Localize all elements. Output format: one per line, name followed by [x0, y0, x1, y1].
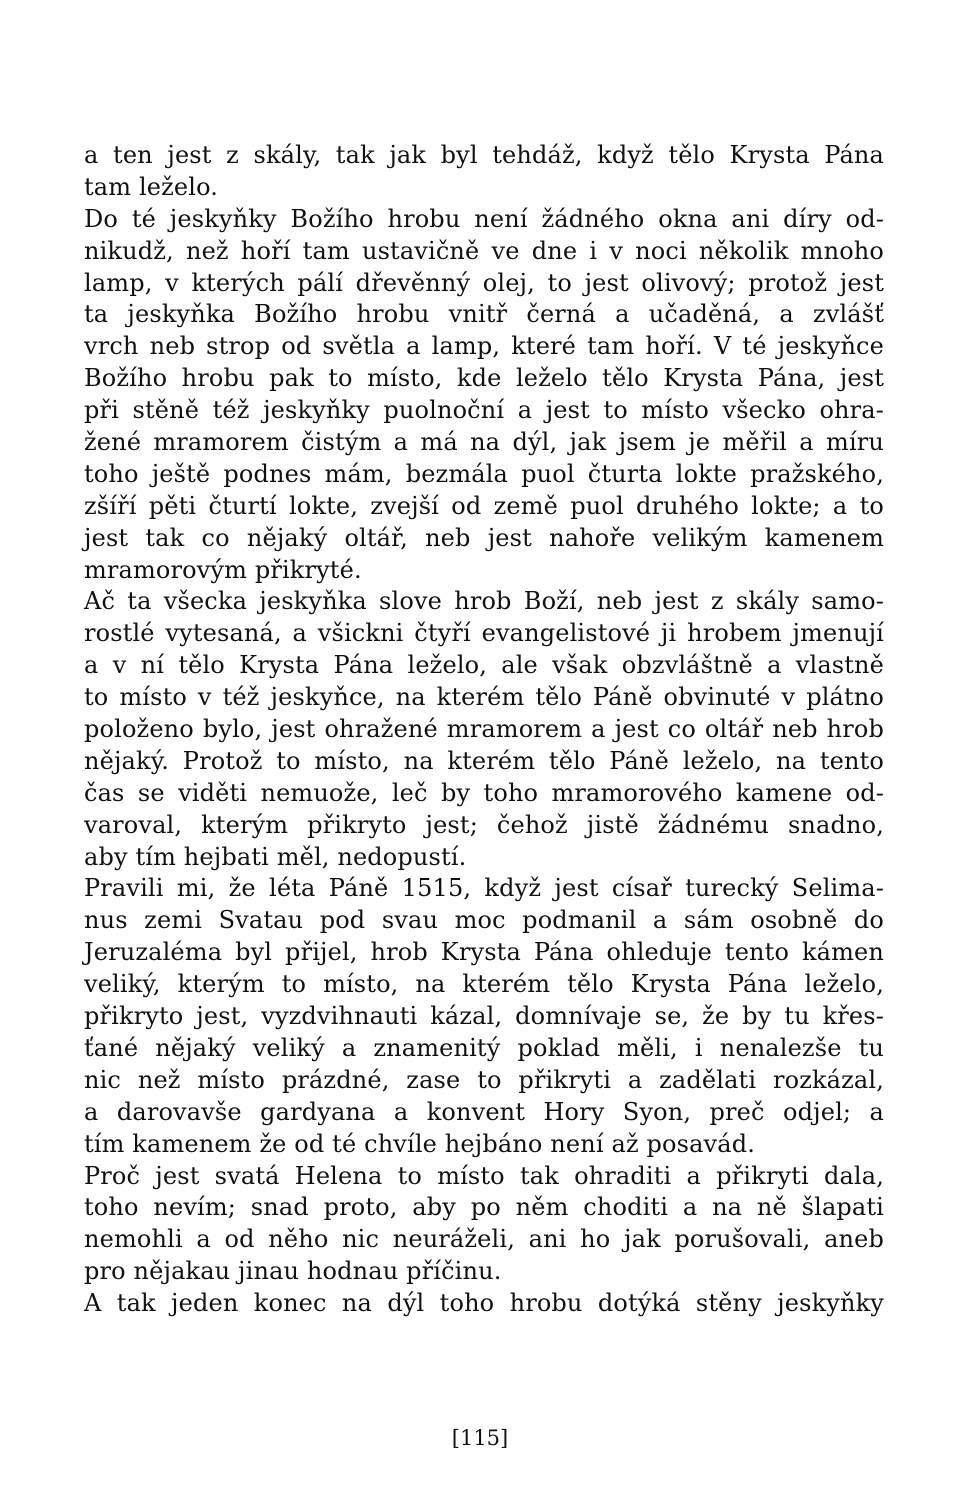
text-line: tam leželo. — [84, 172, 219, 201]
text-line: ta jeskyňka Božího hrobu vnitř černá a učaděná, a zvlášť — [84, 300, 884, 329]
text-line: nus zemi Svatau pod svau moc podmanil a sám osobně do — [84, 906, 884, 935]
text-line: Božího hrobu pak to místo, kde leželo tělo Krysta Pána, jest — [84, 364, 884, 393]
paragraph-3 — [84, 586, 884, 873]
text-line: varoval, kterým přikryto jest; čehož jistě žádnému snadno, — [84, 810, 884, 839]
text-line: tím kamenem že od té chvíle hejbáno není až posavád. — [84, 1129, 756, 1158]
text-line: nic než místo prázdné, zase to přikryti a zadělati rozkázal, — [84, 1065, 884, 1094]
text-line: vrch neb strop od světla a lamp, které tam hoří. V té jeskyňce — [84, 332, 884, 361]
page-number: [115] — [451, 1426, 509, 1450]
text-line: a darovavše gardyana a konvent Hory Syon, preč odjel; a — [84, 1097, 884, 1126]
text-line: pro nějakau jinau hodnau příčinu. — [84, 1257, 502, 1286]
text-line: Jeruzaléma byl přijel, hrob Krysta Pána ohleduje tento kámen — [84, 938, 884, 967]
text-line: a v ní tělo Krysta Pána leželo, ale však obzvláštně a vlastně — [84, 651, 884, 680]
text-line: nějaký. Protož to místo, na kterém tělo Páně leželo, na tento — [84, 746, 884, 775]
text-line: Ač ta všecka jeskyňka slove hrob Boží, neb jest z skály samo- — [84, 587, 884, 616]
text-line: rostlé vytesaná, a všickni čtyří evangelistové ji hrobem jmenují — [84, 619, 884, 648]
text-line: nikudž, než hoří tam ustavičně ve dne i v noci několik mnoho — [84, 236, 884, 265]
text-line: čas se viděti nemuože, leč by toho mramorového kamene od- — [84, 778, 884, 807]
body-text — [84, 140, 884, 1320]
paragraph-6 — [84, 1288, 884, 1320]
paragraph-1 — [84, 140, 884, 204]
text-line: žené mramorem čistým a má na dýl, jak jsem je měřil a míru — [84, 428, 884, 457]
text-line: toho nevím; snad proto, aby po něm choditi a na ně šlapati — [84, 1193, 884, 1222]
text-line: aby tím hejbati měl, nedopustí. — [84, 842, 467, 871]
text-line: toho ještě podnes mám, bezmála puol čturta lokte pražského, — [84, 459, 884, 488]
text-line: ťané nějaký veliký a znamenitý poklad měli, i nenalezše tu — [84, 1033, 884, 1062]
text-line: veliký, kterým to místo, na kterém tělo Krysta Pána leželo, — [84, 970, 884, 999]
text-line: Pravili mi, že léta Páně 1515, když jest císař turecký Selima- — [84, 874, 884, 903]
text-line: to místo v též jeskyňce, na kterém tělo Páně obvinuté v plátno — [84, 683, 884, 712]
text-line: jest tak co nějaký oltář, neb jest nahoře velikým kamenem — [84, 523, 884, 552]
text-line: při stěně též jeskyňky puolnoční a jest to místo všecko ohra- — [84, 396, 884, 425]
text-line: a ten jest z skály, tak jak byl tehdáž, když tělo Krysta Pána — [84, 141, 884, 169]
text-line: A tak jeden konec na dýl toho hrobu dotýká stěny jeskyňky — [84, 1289, 884, 1318]
paragraph-2 — [84, 204, 884, 587]
text-line: Proč jest svatá Helena to místo tak ohraditi a přikryti dala, — [84, 1161, 884, 1190]
text-line: Do té jeskyňky Božího hrobu není žádného okna ani díry od- — [84, 204, 884, 233]
text-line: nemohli a od něho nic neuráželi, ani ho jak porušovali, aneb — [84, 1225, 884, 1254]
text-line: položeno bylo, jest ohražené mramorem a jest co oltář neb hrob — [84, 715, 884, 744]
paragraph-5 — [84, 1161, 884, 1289]
text-line: mramorovým přikryté. — [84, 555, 362, 584]
text-line: přikryto jest, vyzdvihnauti kázal, domnívaje se, že by tu křes- — [84, 1002, 884, 1031]
paragraph-4 — [84, 873, 884, 1160]
text-line: zšíří pěti čturtí lokte, zvejší od země puol druhého lokte; a to — [84, 491, 884, 520]
text-line: lamp, v kterých pálí dřevěnný olej, to jest olivový; protož jest — [84, 268, 884, 297]
